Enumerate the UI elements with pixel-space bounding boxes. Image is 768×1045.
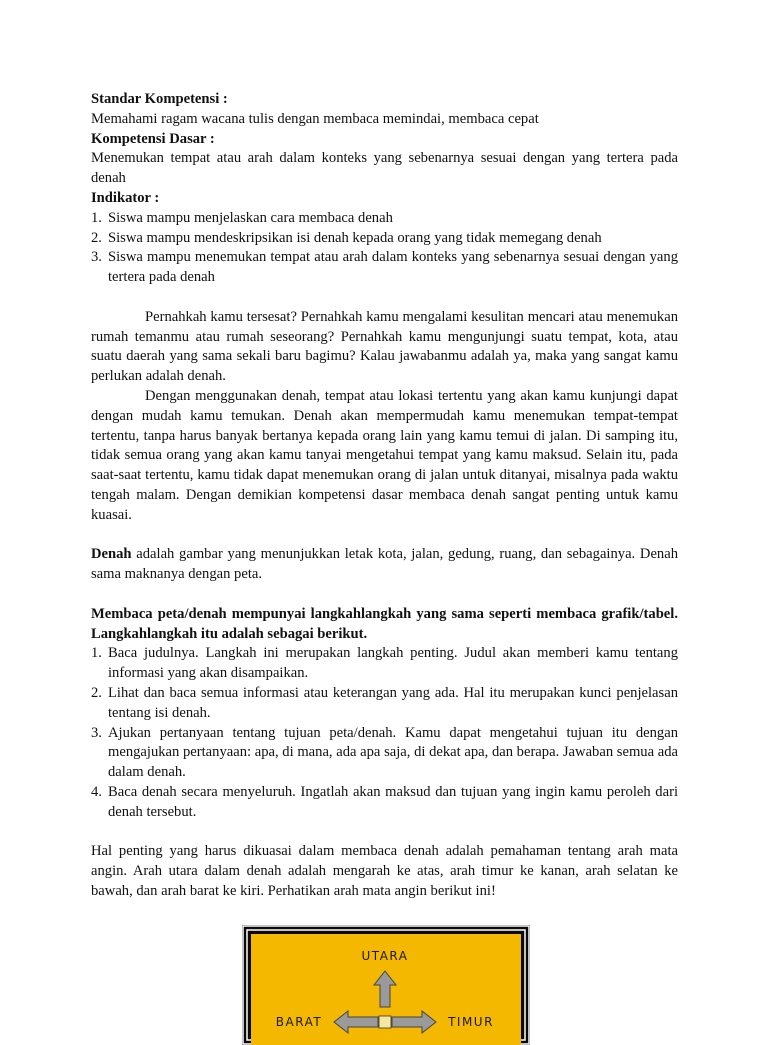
list-text: Ajukan pertanyaan tentang tujuan peta/denah. Kamu dapat mengetahui tujuan itu dengan mengajukan pertanyaan: apa, di mana, ada apa saja, di dekat apa, dan berapa. Jawaban semua ada dalam denah.	[108, 724, 678, 781]
intro-paragraph-1: Pernahkah kamu tersesat? Pernahkah kamu mengalami kesulitan mencari atau menemukan rumah temanmu atau rumah seseorang? Pernahkah kamu mengunjungi suatu tempat, kota, atau suatu daerah yang sama sekali baru bagimu? Kalau jawabanmu adalah ya, maka yang sangat kamu perlukan adalah denah.	[91, 308, 678, 385]
langkah-heading: Membaca peta/denah mempunyai langkahlangkah yang sama seperti membaca grafik/tabel. Langkahlangkah itu adalah sebagai berikut.	[91, 605, 678, 642]
indikator-heading: Indikator :	[91, 189, 160, 206]
compass-illustration	[242, 925, 530, 1045]
spacer	[91, 822, 678, 842]
list-text: Baca denah secara menyeluruh. Ingatlah akan maksud dan tujuan yang ingin kamu peroleh dari denah tersebut.	[108, 783, 678, 820]
list-number: 1.	[91, 209, 102, 226]
list-item	[91, 644, 678, 684]
list-text: Siswa mampu mendeskripsikan isi denah kepada orang yang tidak memegang denah	[108, 229, 602, 246]
list-number: 1.	[91, 645, 102, 662]
langkah-list	[91, 644, 678, 822]
east-label: TIMUR	[448, 1015, 494, 1029]
intro-paragraph-2: Dengan menggunakan denah, tempat atau lokasi tertentu yang akan kamu kunjungi dapat dengan mudah kamu temukan. Denah akan mempermudah kamu menemukan tempat-tempat tertentu, tanpa harus banyak bertanya kepada orang lain yang kamu temui di jalan. Di samping itu, tidak semua orang yang akan kamu tanyai mengetahui tempat yang kamu maksud. Selain itu, pada saat-saat tertentu, kamu tidak dapat menemukan orang di jalan untuk ditanyai, misalnya pada waktu tengah malam. Dengan demikian kompetensi dasar membaca denah sangat penting untuk kamu kuasai.	[91, 387, 678, 523]
list-number: 3.	[91, 724, 102, 741]
list-text: Siswa mampu menjelaskan cara membaca denah	[108, 209, 393, 226]
compass-center	[379, 1016, 391, 1028]
definition-paragraph	[91, 545, 678, 585]
list-item	[91, 783, 678, 823]
list-number: 3.	[91, 249, 102, 266]
standar-kompetensi-text: Memahami ragam wacana tulis dengan membaca memindai, membaca cepat	[91, 110, 539, 127]
kompetensi-dasar-text: Menemukan tempat atau arah dalam konteks yang sebenarnya sesuai dengan yang tertera pada denah	[91, 150, 678, 187]
compass-figure	[242, 925, 530, 1045]
spacer	[91, 288, 678, 308]
closing-paragraph: Hal penting yang harus dikuasai dalam membaca denah adalah pemahaman tentang arah mata angin. Arah utara dalam denah adalah mengarah ke atas, arah timur ke kanan, arah selatan ke bawah, dan arah barat ke kiri. Perhatikan arah mata angin berikut ini!	[91, 843, 678, 899]
list-item	[91, 248, 678, 288]
definition-term: Denah	[91, 546, 132, 563]
kompetensi-dasar-heading: Kompetensi Dasar :	[91, 130, 215, 147]
list-number: 2.	[91, 684, 102, 701]
indikator-list	[91, 209, 678, 288]
list-item	[91, 724, 678, 783]
list-item	[91, 684, 678, 724]
standar-kompetensi-heading: Standar Kompetensi :	[91, 91, 228, 107]
list-text: Baca judulnya. Langkah ini merupakan langkah penting. Judul akan memberi kamu tentang informasi yang akan disampaikan.	[108, 645, 678, 682]
list-item	[91, 209, 678, 229]
west-label: BARAT	[275, 1015, 323, 1029]
list-text: Siswa mampu menemukan tempat atau arah dalam konteks yang sebenarnya sesuai dengan yang tertera pada denah	[108, 249, 678, 286]
list-number: 2.	[91, 229, 102, 246]
spacer	[91, 526, 678, 546]
definition-text: adalah gambar yang menunjukkan letak kota, jalan, gedung, ruang, dan sebagainya. Denah sama maknanya dengan peta.	[91, 546, 678, 583]
north-label: UTARA	[361, 949, 409, 963]
document-content	[91, 90, 678, 902]
list-item	[91, 229, 678, 249]
spacer	[91, 585, 678, 605]
list-number: 4.	[91, 783, 102, 800]
list-text: Lihat dan baca semua informasi atau keterangan yang ada. Hal itu merupakan kunci penjelasan tentang isi denah.	[108, 684, 678, 721]
